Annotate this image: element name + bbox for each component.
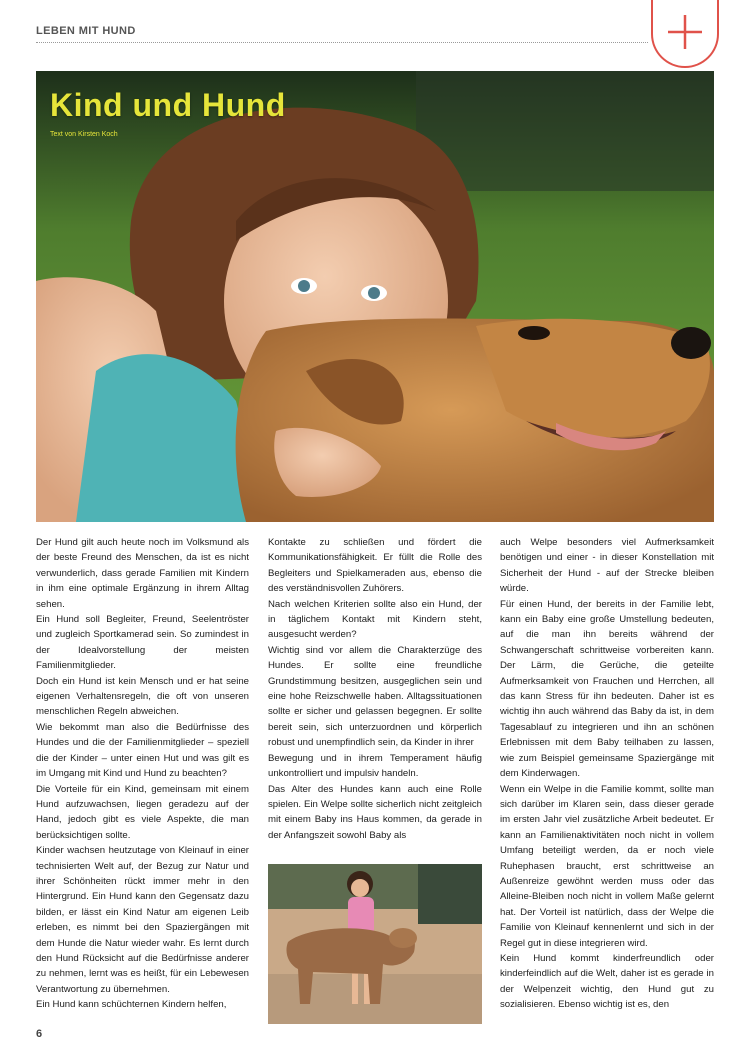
article-column-3 bbox=[500, 535, 714, 1013]
paragraph: Ein Hund kann schüchternen Kindern helfen, bbox=[36, 999, 227, 1011]
plus-badge[interactable] bbox=[651, 0, 719, 68]
section-label: LEBEN MIT HUND bbox=[36, 25, 136, 37]
header-rule bbox=[36, 42, 648, 43]
inset-photo bbox=[268, 864, 482, 1024]
paragraph: Kinder wachsen heutzutage von Kleinauf in einer technisierten Welt auf, der Bezug zur Natur und ihrer Schönheiten rückt immer mehr in den Hintergrund. Ein Hund kann den Gegensatz dazu bilden, er lässt ein Kind Natur am eigenen Leib erleben, es nimmt bei den Spaziergängen mit dem Hunde die Natur wieder wahr. Es lernt durch den Hund Rücksicht auf die Bedürfnisse anderer zu nehmen, lernt was es heißt, für ein Lebewesen Verantwortung zu übernehmen. bbox=[36, 845, 249, 995]
paragraph: Der Hund gilt auch heute noch im Volksmund als der beste Freund des Menschen, da ist es nicht verwunderlich, dass gerade Familien mit Kindern in ihm eine optimale Ergänzung in ihrem Alltag sehen. bbox=[36, 537, 249, 610]
page-number: 6 bbox=[36, 1028, 43, 1040]
hero-photo bbox=[36, 71, 714, 522]
paragraph: auch Welpe besonders viel Aufmerksamkeit benötigen und einer - in dieser Konstellation mit Sicherheit der Hund - auf der Strecke bleiben würde. bbox=[500, 537, 714, 595]
paragraph: Kontakte zu schließen und fördert die Kommunikationsfähigkeit. Er füllt die Rolle des Begleiters und Spielkameraden aus, ebenso die des verständnisvollen Zuhörers. bbox=[268, 537, 482, 595]
paragraph: Das Alter des Hundes kann auch eine Rolle spielen. Ein Welpe sollte sicherlich nicht zeitgleich mit einem Baby ins Haus kommen, da gerade in der Anfangszeit sowohl Baby als bbox=[268, 783, 482, 841]
paragraph: Die Vorteile für ein Kind, gemeinsam mit einem Hund aufzuwachsen, liegen geradezu auf der Hand, jedoch gibt es viele Aspekte, die man berücksichtigen sollte. bbox=[36, 783, 249, 841]
hero-title: Kind und Hund bbox=[50, 87, 286, 123]
plus-icon bbox=[665, 12, 705, 52]
article-column-2 bbox=[268, 535, 482, 843]
paragraph: Ein Hund soll Begleiter, Freund, Seelentröster und zugleich Sportkamerad sein. So zumindest in der Idealvorstellung der meisten Familienmitglieder. bbox=[36, 614, 249, 672]
paragraph: Wie bekommt man also die Bedürfnisse des Hundes und die der Familienmitglieder – speziell die der Kinder – unter einen Hut und was gilt es im Umgang mit Kind und Hund zu beachten? bbox=[36, 721, 249, 780]
paragraph: Bewegung und in ihrem Temperament häufig unkontrolliert und impulsiv handeln. bbox=[268, 752, 482, 780]
article-column-1 bbox=[36, 535, 249, 1013]
paragraph: Nach welchen Kriterien sollte also ein Hund, der in täglichem Kontakt mit Kindern steht, ausgesucht werden? bbox=[268, 598, 482, 641]
paragraph: Wenn ein Welpe in die Familie kommt, sollte man sich darüber im Klaren sein, dass dieser gerade im ersten Jahr viel zusätzliche Arbeit bedeutet. Er kann an Familienaktivitäten noch nicht in vollem Umfang beteiligt werden, da er noch viele Ruhephasen braucht, erst schrittweise an Außenreize gewöhnt werden muss oder das Alleine-Bleiben noch nicht in vollem Maße gelernt hat. Der Vorteil ist natürlich, dass der Welpe die Familie von Kleinauf kennenlernt und sich in der Regel gut in diese integrieren wird. bbox=[500, 783, 714, 949]
paragraph: Kein Hund kommt kinderfreundlich oder kinderfeindlich auf die Welt, daher ist es gerade in der Welpenzeit wichtig, den Hund gut zu sozialisieren. Ebenso wichtig ist es, den bbox=[500, 952, 714, 1011]
paragraph: Für einen Hund, der bereits in der Familie lebt, kann ein Baby eine große Umstellung bedeuten, auf die man ihn bereits während der Schwangerschaft schrittweise vorbereiten kann. Der Lärm, die Gerüche, die geteilte Aufmerksamkeit von Frauchen und Herrchen, all das kann Stress für ihn bedeuten. Daher ist es wichtig ihn auch während das Baby da ist, in dem Tagesablauf zu integrieren und ihn an schönen Erlebnissen mit dem Baby teilhaben zu lassen, wie zum Beispiel gemeinsame Spaziergänge mit dem Kinderwagen. bbox=[500, 598, 714, 780]
hero-byline: Text von Kirsten Koch bbox=[50, 131, 118, 138]
paragraph: Doch ein Hund ist kein Mensch und er hat seine eigenen Verhaltensregeln, die oft von unseren menschlichen Regeln abweichen. bbox=[36, 675, 249, 718]
paragraph: Wichtig sind vor allem die Charakterzüge des Hundes. Er sollte eine freundliche Grundstimmung besitzen, ausgeglichen sein und eine hohe Reizschwelle haben. Alltagssituationen sollte er sicher und gelassen begegnen. Er sollte bereit sein, sich unterzuordnen und körperlich robust und unempfindlich sein, da Kinder in ihrer bbox=[268, 644, 482, 749]
